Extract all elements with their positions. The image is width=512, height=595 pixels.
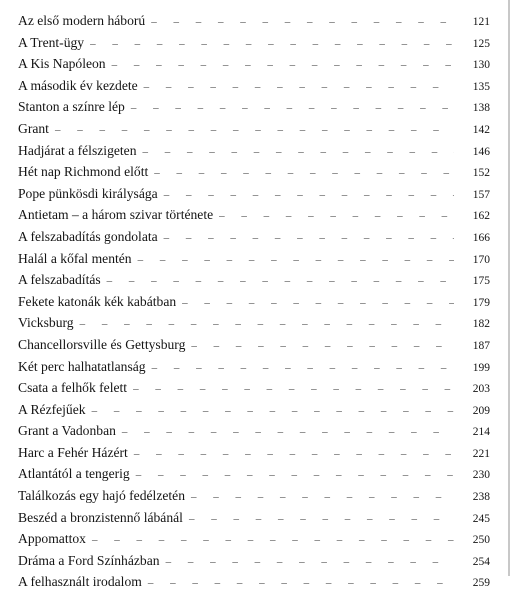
- dot-leader: [183, 509, 454, 531]
- toc-entry-title: Pope pünkösdi királysága: [18, 185, 158, 201]
- dot-leader: [158, 228, 454, 250]
- toc-entry: [18, 10, 490, 32]
- dot-leader: [142, 573, 454, 595]
- toc-entry-title: Grant a Vadonban: [18, 423, 116, 439]
- toc-entry-title: Vicksburg: [18, 315, 74, 331]
- toc-entry-page: 182: [472, 318, 490, 331]
- dot-leader: [158, 185, 454, 207]
- dot-leader: [106, 55, 454, 77]
- toc-entry-page: 157: [472, 188, 490, 201]
- toc-entry-page: 214: [472, 426, 490, 439]
- toc-entry-page: 221: [472, 447, 490, 460]
- page-edge-rule: [508, 0, 510, 576]
- toc-entry-title: Stanton a színre lép: [18, 99, 125, 115]
- toc-entry-title: Halál a kőfal mentén: [18, 250, 132, 266]
- toc-entry: [18, 334, 490, 356]
- toc-entry-title: Chancellorsville és Gettysburg: [18, 336, 186, 352]
- toc-entry-title: Két perc halhatatlanság: [18, 358, 146, 374]
- toc-entry-title: Az első modern háború: [18, 13, 146, 28]
- dot-leader: [84, 34, 454, 56]
- toc-entry-title: A második év kezdete: [18, 77, 138, 93]
- toc-entry-page: 250: [472, 534, 490, 547]
- toc-entry-page: 138: [472, 102, 490, 115]
- toc-entry: [18, 550, 490, 572]
- toc-entry: [18, 161, 490, 183]
- toc-entry-title: Appomattox: [18, 531, 86, 547]
- toc-entry-title: Beszéd a bronzistennő lábánál: [18, 509, 183, 525]
- toc-entry-title: Hét nap Richmond előtt: [18, 164, 149, 180]
- toc-entry-page: 175: [472, 275, 490, 288]
- toc-entry: [18, 248, 490, 270]
- toc-entry: [18, 312, 490, 334]
- toc-entry: [18, 485, 490, 507]
- dot-leader: [132, 250, 454, 272]
- toc-entry-title: A Rézfejűek: [18, 401, 86, 417]
- toc-entry: [18, 420, 490, 442]
- toc-entry: [18, 204, 490, 226]
- toc-entry: [18, 269, 490, 291]
- toc-entry: [18, 377, 490, 399]
- toc-entry: [18, 75, 490, 97]
- toc-entry-title: Harc a Fehér Házért: [18, 444, 128, 460]
- toc-entry-page: 209: [472, 404, 490, 417]
- toc-entry-title: A Kis Napóleon: [18, 56, 106, 72]
- dot-leader: [86, 530, 454, 552]
- toc-entry: [18, 53, 490, 75]
- toc-entry-title: A felhasznált irodalom: [18, 574, 142, 590]
- toc-entry-title: Hadjárat a félszigeten: [18, 142, 137, 158]
- dot-leader: [146, 358, 454, 380]
- dot-leader: [145, 12, 454, 34]
- toc-entry-page: 203: [472, 383, 490, 396]
- dot-leader: [160, 552, 454, 574]
- dot-leader: [185, 336, 454, 358]
- toc-entry-title: A felszabadítás gondolata: [18, 228, 158, 244]
- dot-leader: [49, 120, 454, 142]
- toc-entry-page: 259: [472, 577, 490, 590]
- toc-entry-page: 170: [472, 253, 490, 266]
- toc-entry-page: 130: [472, 59, 490, 72]
- dot-leader: [116, 422, 454, 444]
- dot-leader: [127, 379, 454, 401]
- toc-entry-page: 254: [472, 555, 490, 568]
- toc-entry: [18, 507, 490, 529]
- dot-leader: [137, 142, 454, 164]
- toc-entry-title: A felszabadítás: [18, 272, 101, 288]
- dot-leader: [138, 77, 454, 99]
- dot-leader: [148, 163, 454, 185]
- dot-leader: [176, 293, 454, 315]
- toc-entry-title: Dráma a Ford Színházban: [18, 552, 160, 568]
- toc-entry-page: 125: [472, 37, 490, 50]
- toc-entry-title: Atlantától a tengerig: [18, 466, 130, 482]
- toc-entry-page: 179: [472, 296, 490, 309]
- toc-entry: [18, 291, 490, 313]
- toc-entry: [18, 399, 490, 421]
- dot-leader: [213, 206, 454, 228]
- toc-entry-page: 230: [472, 469, 490, 482]
- dot-leader: [185, 487, 454, 509]
- dot-leader: [125, 98, 454, 120]
- toc-entry-page: 121: [472, 16, 490, 28]
- toc-entry: [18, 140, 490, 162]
- toc-entry: [18, 183, 490, 205]
- table-of-contents: [18, 10, 490, 593]
- toc-entry: [18, 442, 490, 464]
- toc-entry: [18, 356, 490, 378]
- toc-entry-page: 187: [472, 339, 490, 352]
- toc-entry: [18, 528, 490, 550]
- toc-entry-page: 152: [472, 167, 490, 180]
- dot-leader: [130, 465, 454, 487]
- toc-entry: [18, 96, 490, 118]
- toc-entry-title: Antietam – a három szivar története: [18, 207, 214, 223]
- toc-entry: [18, 463, 490, 485]
- toc-entry-page: 135: [472, 80, 490, 93]
- toc-entry-page: 199: [472, 361, 490, 374]
- dot-leader: [128, 444, 454, 466]
- toc-entry-page: 238: [472, 491, 490, 504]
- toc-entry-page: 166: [472, 231, 490, 244]
- toc-entry-page: 162: [472, 210, 490, 223]
- toc-entry-title: Csata a felhők felett: [18, 380, 128, 396]
- toc-entry-page: 142: [472, 123, 490, 136]
- toc-entry: [18, 226, 490, 248]
- toc-entry-page: 146: [472, 145, 490, 158]
- toc-entry: [18, 571, 490, 593]
- toc-entry-title: Találkozás egy hajó fedélzetén: [18, 488, 185, 504]
- toc-entry-title: A Trent-ügy: [18, 34, 85, 50]
- toc-entry-title: Fekete katonák kék kabátban: [18, 293, 177, 309]
- toc-entry: [18, 32, 490, 54]
- toc-entry: [18, 118, 490, 140]
- toc-entry-page: 245: [472, 512, 490, 525]
- dot-leader: [101, 271, 454, 293]
- dot-leader: [74, 314, 454, 336]
- dot-leader: [86, 401, 454, 423]
- toc-entry-title: Grant: [18, 120, 49, 136]
